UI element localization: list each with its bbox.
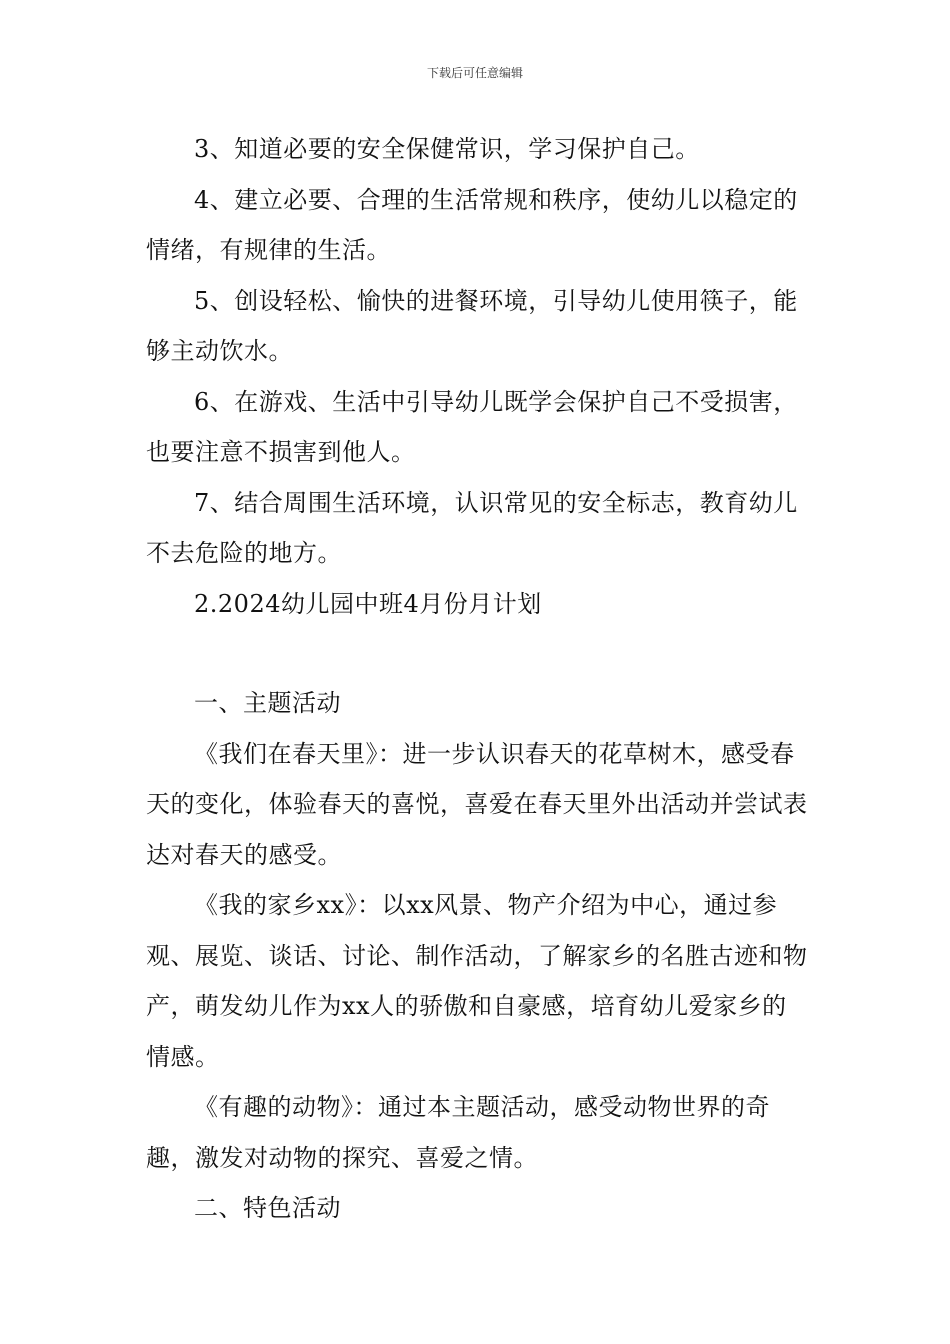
blank-line — [146, 629, 810, 678]
paragraph-hometown: 《我的家乡xx》：以xx风景、物产介绍为中心，通过参观、展览、谈话、讨论、制作活动，了解家乡的名胜古迹和物产，萌发幼儿作为xx人的骄傲和自豪感，培育幼儿爱家乡的情感。 — [146, 891, 808, 1071]
page-header: 下载后可任意编辑 — [426, 66, 523, 80]
heading-special-activities: 二、特色活动 — [194, 1194, 341, 1222]
paragraph-item-7: 7、结合周围生活环境，认识常见的安全标志，教育幼儿不去危险的地方。 — [146, 488, 798, 567]
paragraph-spring: 《我们在春天里》：进一步认识春天的花草树木，感受春天的变化，体验春天的喜悦，喜爱在春天里外出活动并尝试表达对春天的感受。 — [146, 739, 808, 869]
paragraph-item-6: 6、在游戏、生活中引导幼儿既学会保护自己不受损害，也要注意不损害到他人。 — [146, 387, 798, 466]
heading-theme-activities: 一、主题活动 — [194, 689, 341, 717]
document-body — [146, 124, 810, 1234]
paragraph-item-4: 4、建立必要、合理的生活常规和秩序，使幼儿以稳定的情绪，有规律的生活。 — [146, 185, 798, 264]
paragraph-item-3: 3、知道必要的安全保健常识，学习保护自己。 — [194, 135, 700, 163]
paragraph-item-5: 5、创设轻松、愉快的进餐环境，引导幼儿使用筷子，能够主动饮水。 — [146, 286, 798, 365]
section-title: 2.2024幼儿园中班4月份月计划 — [194, 589, 542, 618]
paragraph-animals: 《有趣的动物》：通过本主题活动，感受动物世界的奇趣，激发对动物的探究、喜爱之情。 — [146, 1093, 770, 1172]
